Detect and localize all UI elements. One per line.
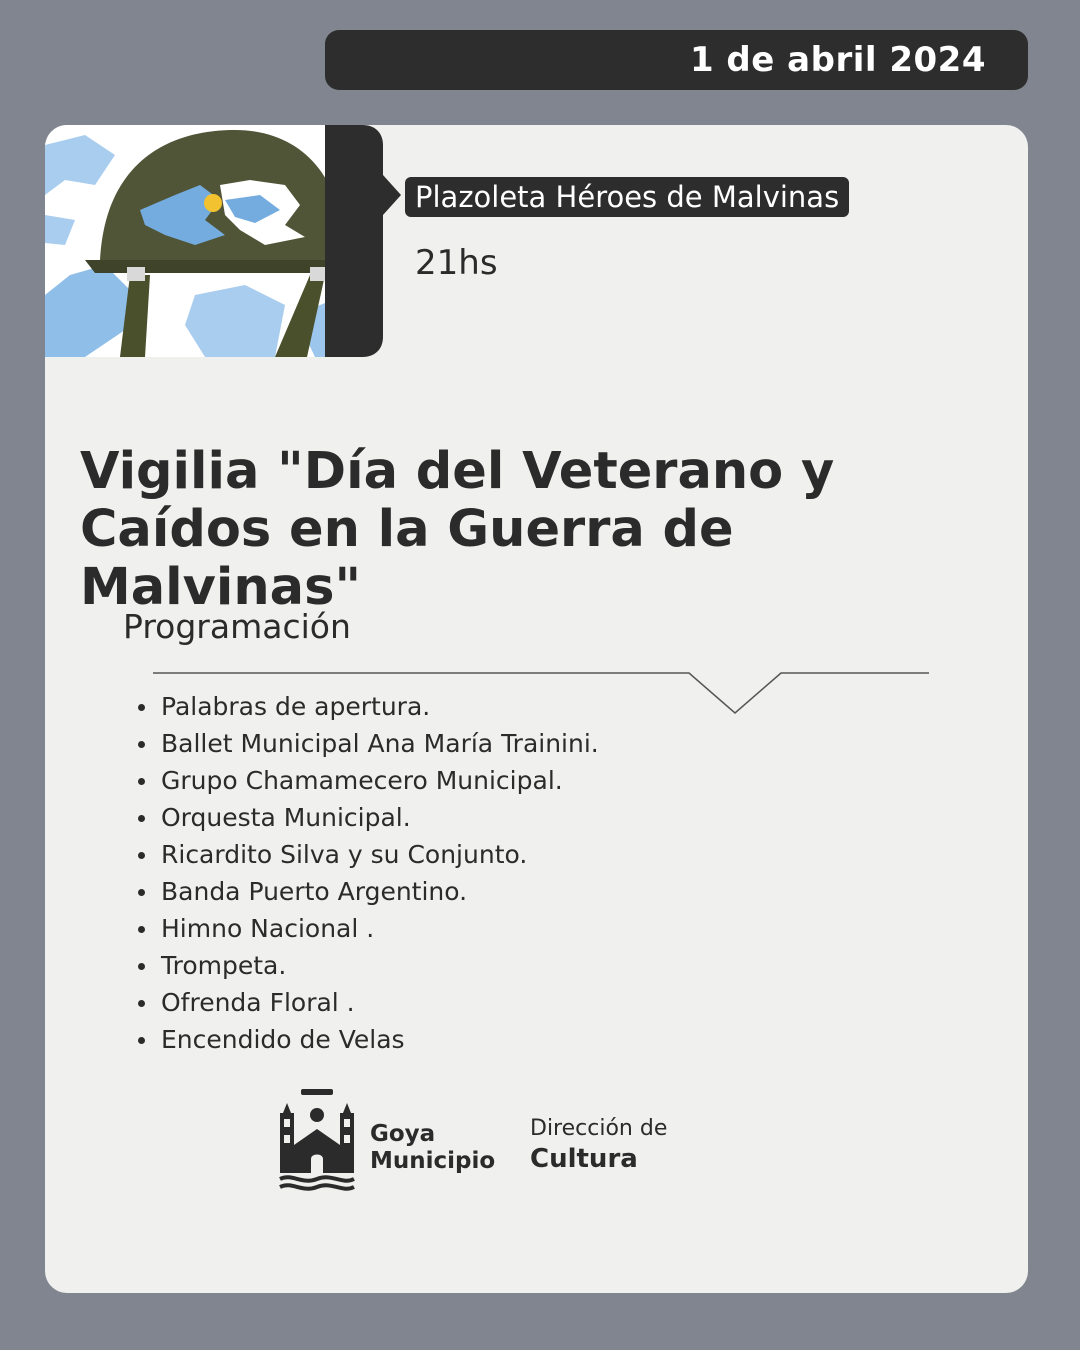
program-item: Orquesta Municipal.	[135, 799, 599, 836]
pointer-shape	[325, 125, 435, 357]
event-title: Vigilia "Día del Veterano y Caídos en la Guerra de Malvinas"	[80, 442, 835, 617]
municipality-name	[370, 1121, 495, 1175]
helmet-image	[45, 125, 365, 357]
department-line1: Dirección de	[530, 1116, 668, 1141]
department-name	[530, 1115, 667, 1175]
venue-label: Plazoleta Héroes de Malvinas	[405, 177, 849, 217]
program-list	[135, 688, 599, 1058]
date-banner	[325, 30, 1028, 90]
footer-logos	[277, 1085, 697, 1200]
program-item: Grupo Chamamecero Municipal.	[135, 762, 599, 799]
program-item: Ballet Municipal Ana María Trainini.	[135, 725, 599, 762]
event-date: 1 de abril 2024	[689, 40, 986, 80]
goya-emblem-icon	[277, 1085, 357, 1197]
helmet-illustration	[45, 125, 365, 357]
program-item: Banda Puerto Argentino.	[135, 873, 599, 910]
program-item: Encendido de Velas	[135, 1021, 599, 1058]
program-item: Trompeta.	[135, 947, 599, 984]
event-card	[45, 125, 1028, 1293]
program-item: Himno Nacional .	[135, 910, 599, 947]
municipality-line2: Municipio	[370, 1148, 496, 1174]
program-item: Ricardito Silva y su Conjunto.	[135, 836, 599, 873]
municipality-line1: Goya	[370, 1121, 436, 1147]
program-heading: Programación	[123, 607, 351, 646]
event-time: 21hs	[415, 243, 498, 283]
program-item: Palabras de apertura.	[135, 688, 599, 725]
department-line2: Cultura	[530, 1144, 638, 1174]
program-item: Ofrenda Floral .	[135, 984, 599, 1021]
